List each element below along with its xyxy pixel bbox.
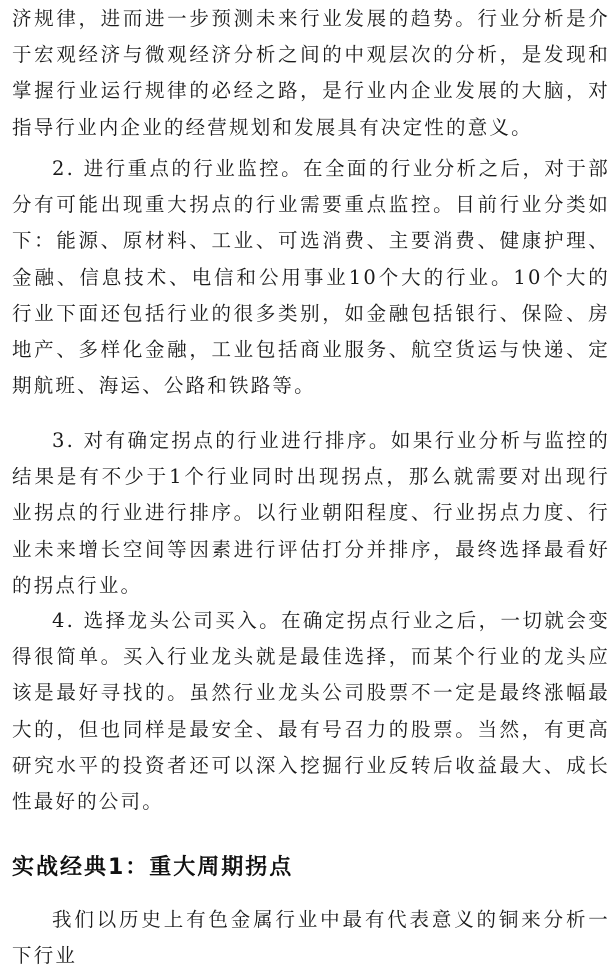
body-paragraph-continuation: 济规律，进而进一步预测未来行业发展的趋势。行业分析是介于宏观经济与微观经济分析之间的中观层次的分析，是发现和掌握行业运行规律的必经之路，是行业内企业发展的大脑，对指导行业内企业的经营规划和发展具有决定性的意义。 bbox=[12, 7, 610, 139]
section-heading: 实战经典1：重大周期拐点 bbox=[12, 855, 294, 880]
body-paragraph-industry-monitoring: 2. 进行重点的行业监控。在全面的行业分析之后，对于部分有可能出现重大拐点的行业需要重点监控。目前行业分类如下：能源、原材料、工业、可选消费、主要消费、健康护理、金融、信息技术、电信和公用事业10个大的行业。10个大的行业下面还包括行业的很多类别，如金融包括银行、保险、房地产、多样化金融，工业包括商业服务、航空货运与快递、定期航班、海运、公路和铁路等。 bbox=[12, 157, 610, 398]
body-paragraph-industry-ranking: 3. 对有确定拐点的行业进行排序。如果行业分析与监控的结果是有不少于1个行业同时出现拐点，那么就需要对出现行业拐点的行业进行排序。以行业朝阳程度、行业拐点力度、行业未来增长空间等因素进行评估打分并排序，最终选择最看好的拐点行业。 bbox=[12, 429, 610, 597]
body-paragraph-leader-selection: 4. 选择龙头公司买入。在确定拐点行业之后，一切就会变得很简单。买入行业龙头就是最佳选择，而某个行业的龙头应该是最好寻找的。虽然行业龙头公司股票不一定是最终涨幅最大的，但也同样是最安全、最有号召力的股票。当然，有更高研究水平的投资者还可以深入挖掘行业反转后收益最大、成长性最好的公司。 bbox=[12, 609, 610, 814]
body-paragraph-copper-intro: 我们以历史上有色金属行业中最有代表意义的铜来分析一下行业 bbox=[12, 908, 610, 968]
